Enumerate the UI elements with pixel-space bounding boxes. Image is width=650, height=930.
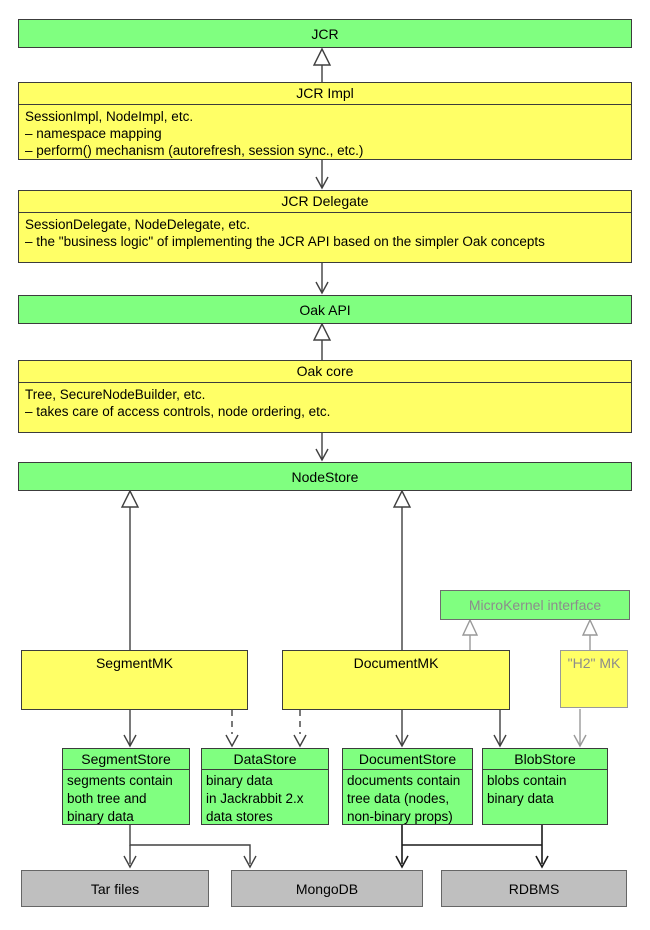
- segment-mk-label: SegmentMK: [95, 655, 174, 671]
- blob-store-line: blobs contain: [487, 773, 567, 788]
- segment-store-line: segments contain: [67, 773, 173, 788]
- layer-jcr-impl: [18, 82, 632, 160]
- segment-mk-box: [21, 650, 248, 710]
- data-store-line: in Jackrabbit 2.x: [206, 791, 304, 806]
- layer-nodestore: [18, 462, 632, 491]
- data-store-line: binary data: [206, 773, 273, 788]
- data-store-line: data stores: [206, 809, 273, 824]
- segment-store-line: binary data: [67, 809, 134, 824]
- segment-store-title: SegmentStore: [63, 749, 189, 770]
- document-mk-label: DocumentMK: [353, 655, 439, 671]
- mongodb-box: [231, 870, 423, 907]
- oak-core-line: Tree, SecureNodeBuilder, etc.: [25, 387, 206, 402]
- data-store-title: DataStore: [202, 749, 328, 770]
- data-store-box: [201, 748, 329, 825]
- rdbms-label: RDBMS: [508, 880, 560, 897]
- layer-jcr-delegate: [18, 190, 632, 263]
- tar-files-box: [21, 870, 209, 907]
- jcr-impl-line: – perform() mechanism (autorefresh, session sync., etc.): [25, 143, 364, 158]
- microkernel-interface-box: [440, 590, 630, 620]
- document-store-line: tree data (nodes,: [347, 791, 450, 806]
- jcr-delegate-title: JCR Delegate: [19, 191, 631, 213]
- document-mk-box: [282, 650, 510, 710]
- h2-mk-box: [560, 650, 628, 708]
- layer-jcr-label: JCR: [311, 25, 339, 42]
- blob-store-box: [482, 748, 608, 825]
- blob-store-line: binary data: [487, 791, 554, 806]
- jcr-impl-line: SessionImpl, NodeImpl, etc.: [25, 109, 194, 124]
- mongodb-label: MongoDB: [295, 880, 359, 897]
- jcr-impl-title: JCR Impl: [19, 83, 631, 105]
- layer-oak-api-label: Oak API: [299, 301, 351, 318]
- segment-store-box: [62, 748, 190, 825]
- layer-oak-api: [18, 295, 632, 324]
- blob-store-title: BlobStore: [483, 749, 607, 770]
- rdbms-box: [441, 870, 627, 907]
- jcr-impl-line: – namespace mapping: [25, 126, 162, 141]
- tar-files-label: Tar files: [90, 880, 140, 897]
- segment-store-line: both tree and: [67, 791, 147, 806]
- h2-mk-label: "H2" MK: [567, 655, 621, 671]
- jcr-delegate-line: – the "business logic" of implementing the JCR API based on the simpler Oak concepts: [25, 234, 545, 249]
- oak-core-title: Oak core: [19, 361, 631, 383]
- document-store-title: DocumentStore: [343, 749, 472, 770]
- microkernel-interface-label: MicroKernel interface: [468, 597, 602, 613]
- layer-nodestore-label: NodeStore: [291, 468, 359, 485]
- document-store-box: [342, 748, 473, 825]
- layer-oak-core: [18, 360, 632, 433]
- layer-jcr: [18, 19, 632, 48]
- oak-core-line: – takes care of access controls, node ordering, etc.: [25, 404, 331, 419]
- document-store-line: documents contain: [347, 773, 461, 788]
- document-store-line: non-binary props): [347, 809, 453, 824]
- jcr-delegate-line: SessionDelegate, NodeDelegate, etc.: [25, 217, 251, 232]
